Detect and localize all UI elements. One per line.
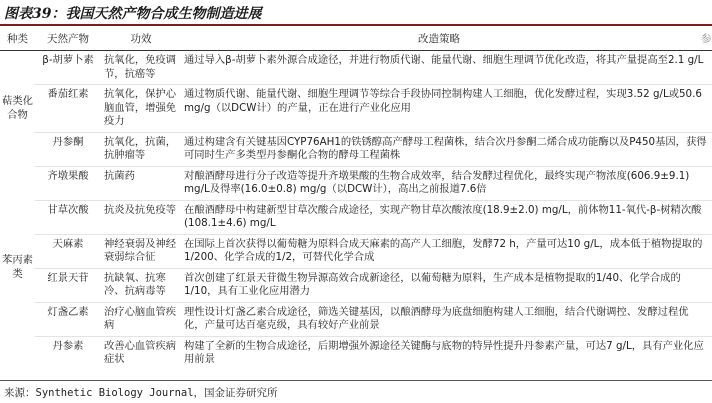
header-product: 天然产物 — [35, 30, 101, 51]
product-cell: 天麻素 — [35, 234, 101, 268]
function-cell: 抗氧化，免疫调节，抗癌等 — [104, 54, 177, 80]
function-cell: 抗菌药 — [101, 166, 181, 200]
strategy-cell: 首次创建了红景天苷微生物异源高效合成新途径，以葡萄糖为原料，生产成本是植物提取的1/40、化学合成的1/10，具有工业化应用潜力 — [181, 268, 712, 302]
table-row — [0, 302, 712, 336]
table-container — [0, 30, 712, 380]
source-note: 来源：Synthetic Biology Journal，国金证券研究所 — [4, 387, 278, 399]
progress-table — [0, 30, 712, 370]
function-cell: 神经衰弱及神经衰弱综合征 — [101, 234, 181, 268]
strategy-cell: 理性设计灯盏乙素合成途径，筛选关键基因，以酿酒酵母为底盘细胞构建人工细胞，结合代谢调控、发酵过程优化，产量可达百毫克级，具有较好产业前景 — [181, 302, 712, 336]
product-cell: 甘草次酸 — [35, 200, 101, 234]
header-function: 功效 — [101, 30, 181, 51]
figure-title: 图表39：我国天然产物合成生物制造进展 — [4, 6, 262, 22]
strategy-cell: 通过导入β-胡萝卜素外源合成途径，并进行物质代谢、能量代谢、细胞生理调节优化改造，将其产量提高至2.1 g/L — [184, 54, 704, 66]
function-cell: 治疗心脑血管疾病 — [101, 302, 181, 336]
strategy-cell: 在国际上首次获得以葡萄糖为原料合成天麻素的高产人工细胞，发酵72 h，产量可达10 g/L，成本低于植物提取的1/200、化学合成的1/2，可替代化学合成 — [181, 234, 712, 268]
table-row — [0, 268, 712, 302]
product-cell: 灯盏乙素 — [35, 302, 101, 336]
strategy-cell: 构建了全新的生物合成途径，后期增强外源途径关键酶与底物的特异性提升丹参素产量，可达7 g/L，具有产业化应用前景 — [181, 336, 712, 370]
product-cell: 丹参酮 — [35, 132, 101, 166]
table-row — [0, 51, 712, 85]
function-cell: 抗缺氧、抗寒冷、抗病毒等 — [101, 268, 181, 302]
table-row — [0, 85, 712, 133]
title-rule — [0, 24, 712, 26]
product-cell: 齐墩果酸 — [35, 166, 101, 200]
product-cell: β-胡萝卜素 — [42, 54, 94, 66]
strategy-cell: 对酿酒酵母进行分子改造等提升齐墩果酸的生物合成效率，结合发酵过程优化，最终实现产物浓度(606.9±9.1) mg/L及得率(16.0±0.8) mg/g（以DCW计），高出之前报道7.6倍 — [181, 166, 712, 200]
header-strategy: 改造策略 — [181, 30, 697, 51]
product-cell: 番茄红素 — [35, 85, 101, 133]
strategy-cell: 通过构建含有关键基因CYP76AH1的铁锈醇高产酵母工程菌株，结合次丹参酮二烯合成功能酶以及P450基因，获得可同时生产多类型丹参酮化合物的酵母工程菌株 — [181, 132, 712, 166]
product-cell: 红景天苷 — [35, 268, 101, 302]
strategy-cell: 在酿酒酵母中构建新型甘草次酸合成途径，实现产物甘草次酸浓度(18.9±2.0) mg/L，前体物11-氧代-β-树精次酸(108.1±4.6) mg/L — [181, 200, 712, 234]
table-row — [0, 336, 712, 370]
table-header — [0, 30, 712, 51]
product-cell: 丹参素 — [35, 336, 101, 370]
function-cell: 抗炎及抗免疫等 — [101, 200, 181, 234]
type-cell-terpenoids: 萜类化合物 — [2, 95, 33, 121]
function-cell: 抗氧化，保护心脑血管，增强免疫力 — [101, 85, 181, 133]
header-type: 种类 — [0, 30, 35, 51]
table-row — [0, 166, 712, 200]
table-row — [0, 132, 712, 166]
function-cell: 抗氧化，抗菌，抗肿瘤等 — [101, 132, 181, 166]
header-ref: 参 — [697, 30, 712, 51]
bottom-rule — [0, 380, 712, 381]
strategy-cell: 通过物质代谢、能量代谢、细胞生理调节等综合手段协同控制构建人工细胞，优化发酵过程，实现3.52 g/L或50.6 mg/g（以DCW计）的产量，正在进行产业化应用 — [181, 85, 712, 133]
function-cell: 改善心血管疾病症状 — [101, 336, 181, 370]
table-row — [0, 234, 712, 268]
table-row — [0, 200, 712, 234]
type-cell-phenylpropanoids: 苯丙素类 — [2, 254, 33, 280]
